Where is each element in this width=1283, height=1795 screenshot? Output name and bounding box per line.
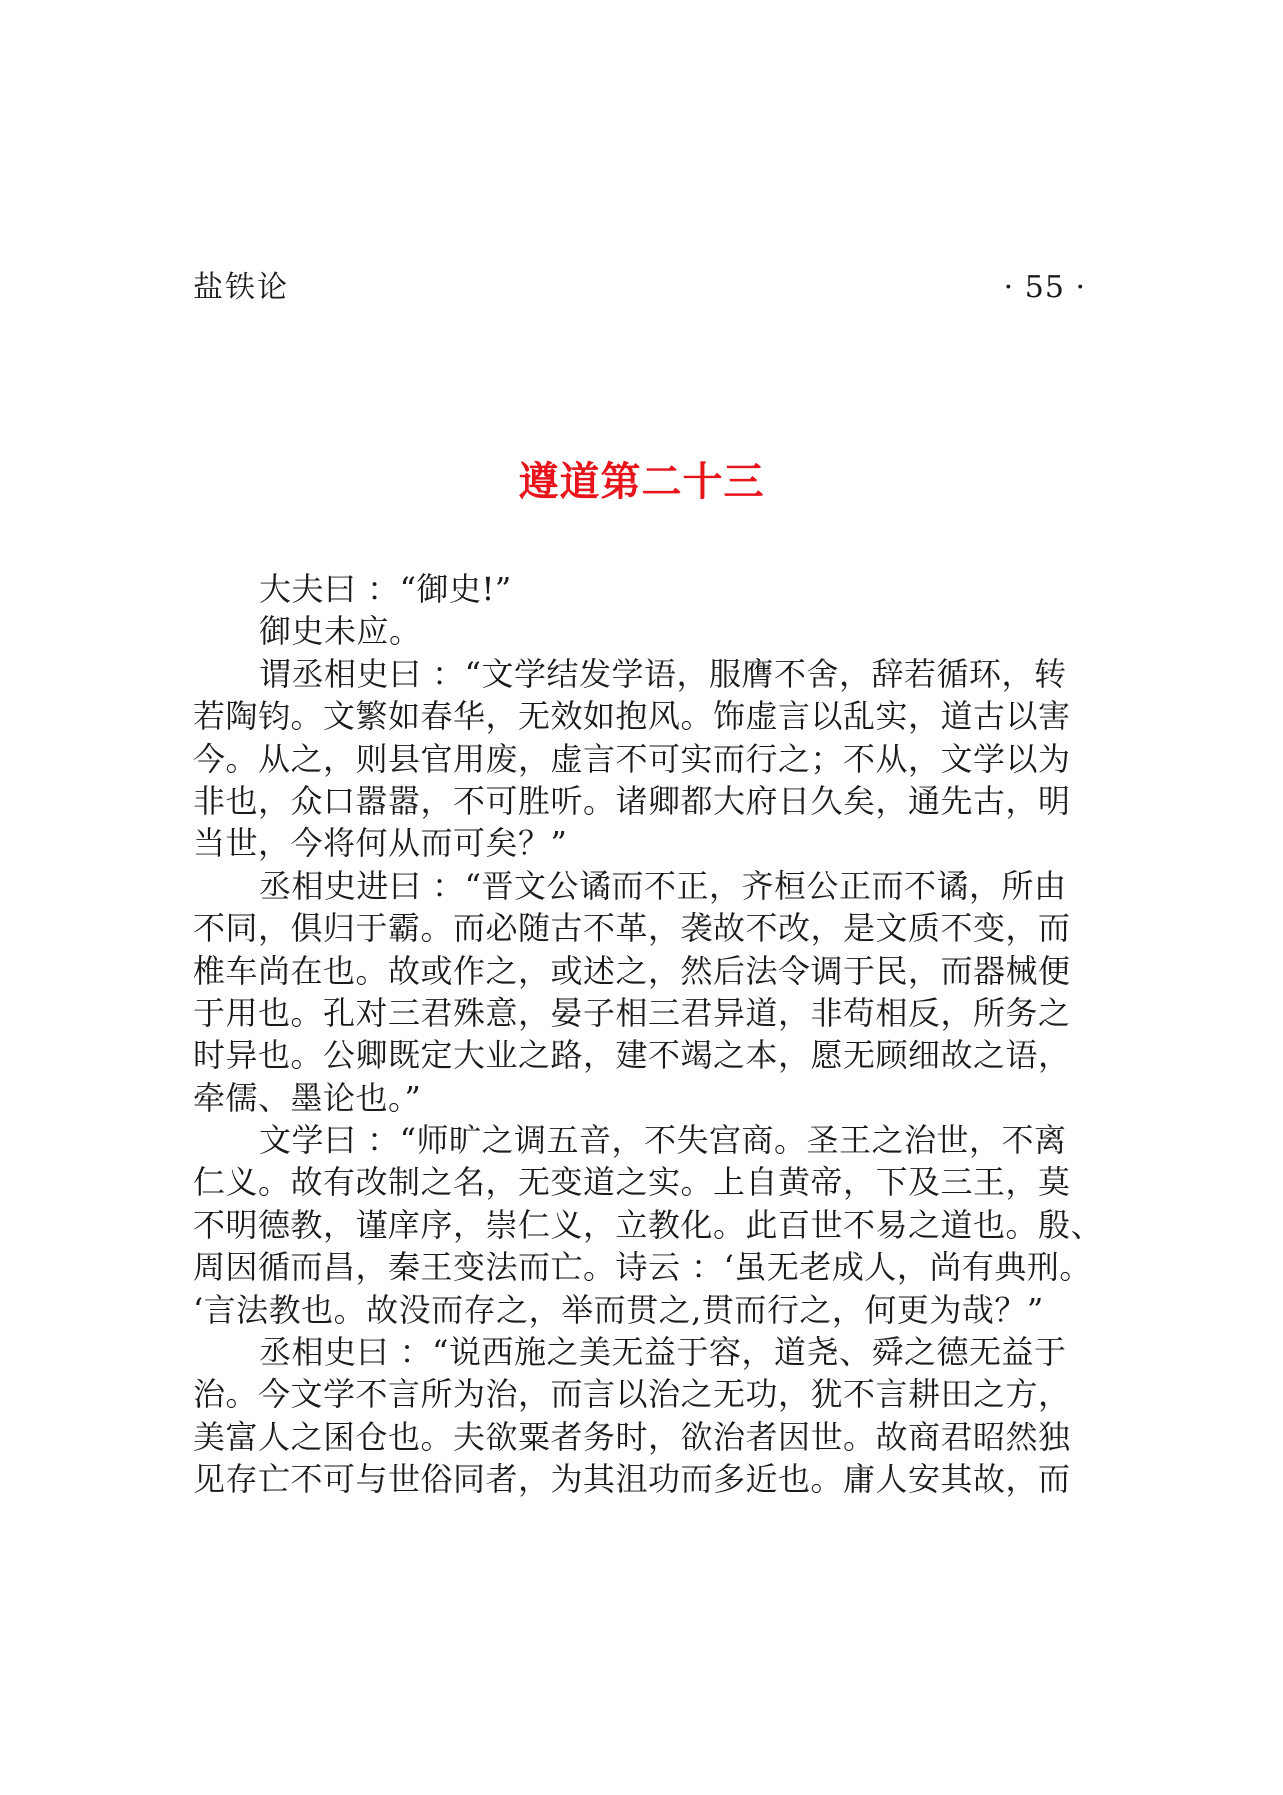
text-line: 椎车尚在也。故或作之，或述之，然后法令调于民，而器械便 — [193, 951, 1071, 990]
text-line: 周因循而昌，秦王变法而亡。诗云 ：‘虽无老成人，尚有典刑。 — [193, 1248, 1092, 1287]
text-line: 丞相史进曰 ：“晋文公谲而不正，齐桓公正而不谲，所由 — [259, 866, 1067, 905]
text-line: 见存亡不可与世俗同者，为其沮功而多近也。庸人安其故，而 — [193, 1460, 1071, 1499]
text-line: 美富人之囷仓也。夫欲粟者务时，欲治者因世。故商君昭然独 — [193, 1417, 1071, 1456]
text-line: 时异也。公卿既定大业之路，建不竭之本，愿无顾细故之语， — [193, 1036, 1071, 1075]
chapter-title: 遵道第二十三 — [518, 459, 765, 505]
text-line: 谓丞相史曰 ：“文学结发学语，服膺不舍，辞若循环，转 — [259, 654, 1067, 693]
text-line: 治。今文学不言所为治，而言以治之无功，犹不言耕田之方， — [193, 1375, 1071, 1414]
text-line: 牵儒、墨论也。” — [193, 1078, 422, 1117]
text-line: 不明德教，谨庠序，崇仁义，立教化。此百世不易之道也。殷、 — [193, 1205, 1104, 1244]
text-line: 于用也。孔对三君殊意，晏子相三君异道，非苟相反，所务之 — [193, 993, 1071, 1032]
text-line: 若陶钧。文繁如春华，无效如抱风。饰虚言以乱实，道古以害 — [193, 697, 1071, 736]
text-line: 文学曰 ：“师旷之调五音，不失宫商。圣王之治世，不离 — [259, 1121, 1067, 1160]
text-line: 今。从之，则县官用废，虚言不可实而行之；不从，文学以为 — [193, 739, 1071, 778]
text-line: 丞相史曰 ：“说西施之美无益于容，道尧、舜之德无益于 — [259, 1333, 1067, 1372]
running-header-book-title: 盐铁论 — [193, 270, 289, 305]
text-line: 非也，众口嚣嚣，不可胜听。诸卿都大府日久矣，通先古，明 — [193, 781, 1071, 820]
text-line: 大夫曰 ：“御史!” — [259, 570, 512, 608]
text-line: 御史未应。 — [259, 612, 422, 651]
body-text — [193, 568, 1104, 1501]
text-line: 不同，俱归于霸。而必随古不革，袭故不改，是文质不变，而 — [193, 909, 1071, 948]
text-line: 当世，今将何从而可矣？” — [193, 824, 568, 863]
text-line: ‘言法教也。故没而存之，举而贯之,贯而行之，何更为哉？” — [193, 1290, 1044, 1329]
page-number: · 55 · — [1003, 270, 1086, 305]
text-line: 仁义。故有改制之名，无变道之实。上自黄帝，下及三王，莫 — [193, 1163, 1071, 1202]
